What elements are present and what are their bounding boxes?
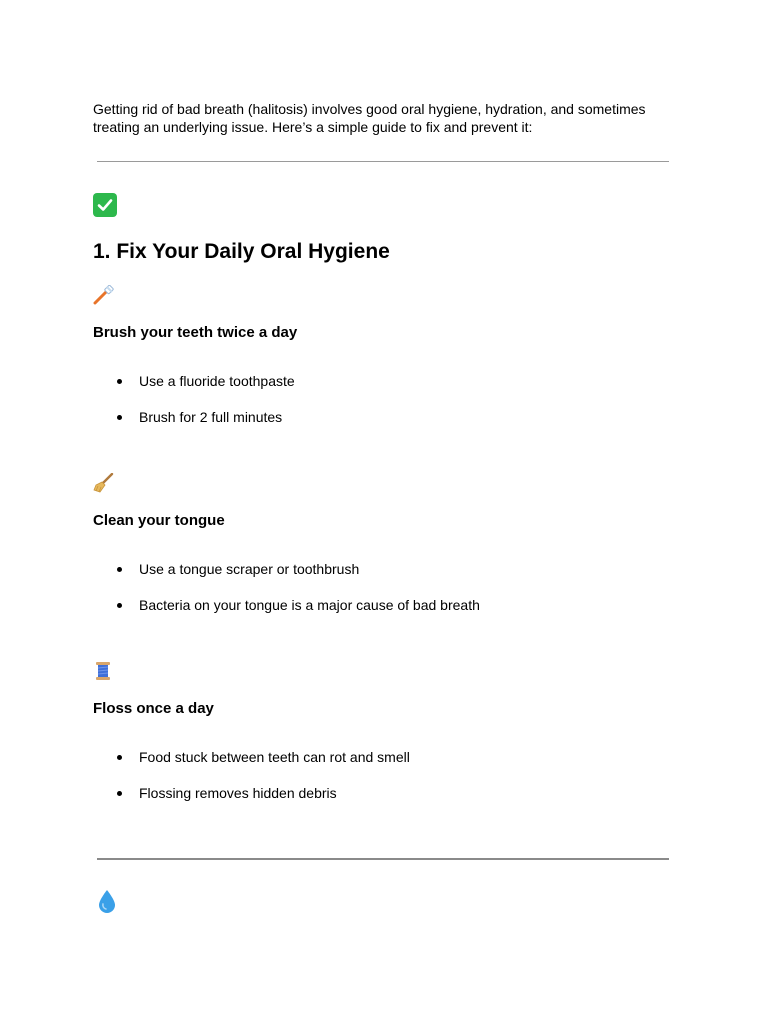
list-item: Use a fluoride toothpaste bbox=[115, 372, 295, 390]
bullet-list-floss bbox=[115, 748, 410, 802]
subsection-title-brush: Brush your teeth twice a day bbox=[93, 324, 298, 341]
intro-paragraph: Getting rid of bad breath (halitosis) involves good oral hygiene, hydration, and sometimes treating an underlying issue. Here’s a simple guide to fix and prevent it: bbox=[93, 101, 646, 135]
broom-icon bbox=[93, 473, 115, 497]
horizontal-rule bbox=[97, 858, 669, 860]
subsection-title-tongue: Clean your tongue bbox=[93, 512, 225, 529]
list-item: Flossing removes hidden debris bbox=[115, 784, 410, 802]
section-title: 1. Fix Your Daily Oral Hygiene bbox=[93, 240, 390, 263]
horizontal-rule bbox=[97, 161, 669, 162]
droplet-icon bbox=[96, 889, 118, 917]
list-item: Food stuck between teeth can rot and smell bbox=[115, 748, 410, 766]
thread-spool-icon bbox=[93, 661, 113, 685]
list-item: Brush for 2 full minutes bbox=[115, 408, 295, 426]
subsection-title-floss: Floss once a day bbox=[93, 700, 214, 717]
bullet-list-tongue bbox=[115, 560, 480, 614]
check-mark-icon bbox=[93, 193, 117, 217]
toothbrush-icon bbox=[93, 285, 115, 309]
bullet-list-brush bbox=[115, 372, 295, 426]
list-item: Use a tongue scraper or toothbrush bbox=[115, 560, 480, 578]
list-item: Bacteria on your tongue is a major cause of bad breath bbox=[115, 596, 480, 614]
